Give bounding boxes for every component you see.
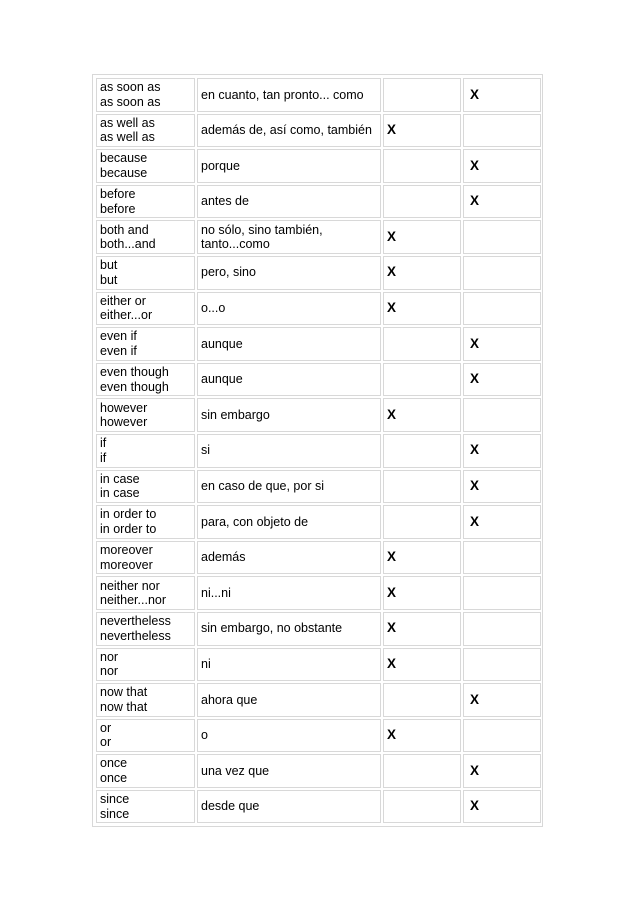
- english-cell: [96, 648, 195, 682]
- english-cell: [96, 754, 195, 788]
- english-pattern: before: [100, 201, 136, 216]
- english-pattern: neither...nor: [100, 593, 167, 608]
- spanish-translation-cell: o...o: [197, 292, 381, 326]
- spanish-translation-cell: además de, así como, también: [197, 114, 381, 148]
- mark-column-b-cell: [463, 790, 541, 824]
- english-cell: [96, 327, 195, 361]
- mark-column-a-cell: [383, 434, 461, 468]
- english-cell: [96, 114, 195, 148]
- english-pattern: even if: [100, 343, 137, 358]
- english-pattern: however: [100, 415, 148, 430]
- english-cell: [96, 683, 195, 717]
- mark-column-b-cell: [463, 398, 541, 432]
- english-cell: [96, 576, 195, 610]
- mark-column-b-cell: [463, 363, 541, 397]
- x-mark: X: [470, 762, 480, 778]
- english-pattern: even though: [100, 379, 169, 394]
- mark-column-a-cell: [383, 256, 461, 290]
- english-pattern: in case: [100, 486, 140, 501]
- english-pattern: since: [100, 806, 130, 821]
- english-pattern: or: [100, 735, 112, 750]
- x-mark: X: [387, 727, 397, 743]
- x-mark: X: [470, 335, 480, 351]
- spanish-translation-cell: antes de: [197, 185, 381, 219]
- mark-column-b-cell: [463, 78, 541, 112]
- english-term: or: [100, 720, 112, 735]
- mark-column-b-cell: [463, 114, 541, 148]
- table-row: [96, 398, 541, 432]
- mark-column-a-cell: [383, 220, 461, 254]
- mark-column-b-cell: [463, 434, 541, 468]
- english-term: even though: [100, 364, 169, 379]
- english-term: even if: [100, 329, 137, 344]
- x-mark: X: [470, 371, 480, 387]
- x-mark: X: [470, 86, 480, 102]
- x-mark: X: [387, 549, 397, 565]
- spanish-translation-cell: en caso de que, por si: [197, 470, 381, 504]
- english-term: once: [100, 756, 128, 771]
- english-pattern: nevertheless: [100, 628, 171, 643]
- mark-column-a-cell: [383, 683, 461, 717]
- mark-column-b-cell: [463, 220, 541, 254]
- mark-column-b-cell: [463, 505, 541, 539]
- spanish-translation-cell: ni...ni: [197, 576, 381, 610]
- spanish-translation-cell: aunque: [197, 363, 381, 397]
- english-term: now that: [100, 685, 148, 700]
- english-cell: [96, 612, 195, 646]
- table-body: [96, 78, 541, 823]
- x-mark: X: [470, 157, 480, 173]
- spanish-translation-cell: no sólo, sino también, tanto...como: [197, 220, 381, 254]
- english-term: as soon as: [100, 80, 161, 95]
- english-cell: [96, 398, 195, 432]
- table-row: [96, 256, 541, 290]
- spanish-translation-cell: en cuanto, tan pronto... como: [197, 78, 381, 112]
- english-cell: [96, 149, 195, 183]
- table-row: [96, 149, 541, 183]
- english-pattern: nor: [100, 664, 119, 679]
- english-cell: [96, 292, 195, 326]
- english-term: either or: [100, 293, 146, 308]
- mark-column-a-cell: [383, 327, 461, 361]
- x-mark: X: [470, 691, 480, 707]
- english-cell: [96, 220, 195, 254]
- english-term: before: [100, 186, 136, 201]
- mark-column-a-cell: [383, 648, 461, 682]
- x-mark: X: [387, 584, 397, 600]
- english-pattern: either...or: [100, 308, 153, 323]
- spanish-translation-cell: sin embargo, no obstante: [197, 612, 381, 646]
- mark-column-a-cell: [383, 149, 461, 183]
- spanish-translation-cell: o: [197, 719, 381, 753]
- x-mark: X: [387, 122, 397, 138]
- english-term: because: [100, 151, 148, 166]
- mark-column-b-cell: [463, 256, 541, 290]
- spanish-translation-cell: ahora que: [197, 683, 381, 717]
- x-mark: X: [387, 264, 397, 280]
- english-term: both and: [100, 222, 149, 237]
- mark-column-a-cell: [383, 576, 461, 610]
- mark-column-a-cell: [383, 185, 461, 219]
- mark-column-b-cell: [463, 292, 541, 326]
- spanish-translation-cell: porque: [197, 149, 381, 183]
- x-mark: X: [387, 406, 397, 422]
- table-row: [96, 790, 541, 824]
- table-row: [96, 434, 541, 468]
- table-row: [96, 220, 541, 254]
- mark-column-b-cell: [463, 612, 541, 646]
- mark-column-b-cell: [463, 541, 541, 575]
- x-mark: X: [470, 513, 480, 529]
- table-row: [96, 470, 541, 504]
- english-term: nevertheless: [100, 614, 171, 629]
- mark-column-b-cell: [463, 576, 541, 610]
- table-row: [96, 505, 541, 539]
- mark-column-a-cell: [383, 363, 461, 397]
- english-pattern: now that: [100, 699, 148, 714]
- english-term: however: [100, 400, 148, 415]
- mark-column-a-cell: [383, 114, 461, 148]
- english-term: neither nor: [100, 578, 160, 593]
- table-row: [96, 185, 541, 219]
- spanish-translation-cell: si: [197, 434, 381, 468]
- english-pattern: in order to: [100, 521, 157, 536]
- mark-column-b-cell: [463, 470, 541, 504]
- mark-column-a-cell: [383, 754, 461, 788]
- x-mark: X: [387, 300, 397, 316]
- english-term: in order to: [100, 507, 157, 522]
- english-term: since: [100, 792, 130, 807]
- english-cell: [96, 541, 195, 575]
- mark-column-b-cell: [463, 648, 541, 682]
- spanish-translation-cell: ni: [197, 648, 381, 682]
- mark-column-b-cell: [463, 149, 541, 183]
- table-row: [96, 648, 541, 682]
- english-pattern: as well as: [100, 130, 155, 145]
- english-term: in case: [100, 471, 140, 486]
- mark-column-a-cell: [383, 612, 461, 646]
- x-mark: X: [470, 193, 480, 209]
- conjunctions-table: [94, 76, 543, 825]
- table-row: [96, 292, 541, 326]
- english-cell: [96, 434, 195, 468]
- table-row: [96, 327, 541, 361]
- mark-column-b-cell: [463, 754, 541, 788]
- mark-column-a-cell: [383, 292, 461, 326]
- table-row: [96, 114, 541, 148]
- english-pattern: as soon as: [100, 94, 161, 109]
- mark-column-a-cell: [383, 470, 461, 504]
- spanish-translation-cell: una vez que: [197, 754, 381, 788]
- spanish-translation-cell: además: [197, 541, 381, 575]
- table-row: [96, 363, 541, 397]
- english-cell: [96, 505, 195, 539]
- english-cell: [96, 470, 195, 504]
- english-term: if: [100, 436, 107, 451]
- english-cell: [96, 78, 195, 112]
- mark-column-b-cell: [463, 327, 541, 361]
- mark-column-a-cell: [383, 505, 461, 539]
- english-pattern: but: [100, 272, 118, 287]
- spanish-translation-cell: sin embargo: [197, 398, 381, 432]
- english-pattern: once: [100, 771, 128, 786]
- mark-column-b-cell: [463, 719, 541, 753]
- table-row: [96, 576, 541, 610]
- english-pattern: if: [100, 450, 107, 465]
- spanish-translation-cell: pero, sino: [197, 256, 381, 290]
- mark-column-a-cell: [383, 719, 461, 753]
- x-mark: X: [387, 228, 397, 244]
- english-term: moreover: [100, 542, 153, 557]
- x-mark: X: [470, 478, 480, 494]
- spanish-translation-cell: aunque: [197, 327, 381, 361]
- mark-column-b-cell: [463, 683, 541, 717]
- x-mark: X: [470, 798, 480, 814]
- mark-column-a-cell: [383, 78, 461, 112]
- mark-column-a-cell: [383, 790, 461, 824]
- english-cell: [96, 256, 195, 290]
- x-mark: X: [387, 620, 397, 636]
- conjunctions-table-frame: [92, 74, 543, 827]
- english-term: nor: [100, 649, 119, 664]
- english-term: as well as: [100, 115, 155, 130]
- table-row: [96, 683, 541, 717]
- english-cell: [96, 185, 195, 219]
- english-cell: [96, 363, 195, 397]
- x-mark: X: [470, 442, 480, 458]
- english-pattern: both...and: [100, 237, 156, 252]
- mark-column-a-cell: [383, 398, 461, 432]
- table-row: [96, 612, 541, 646]
- english-pattern: moreover: [100, 557, 153, 572]
- table-row: [96, 719, 541, 753]
- mark-column-b-cell: [463, 185, 541, 219]
- mark-column-a-cell: [383, 541, 461, 575]
- english-cell: [96, 790, 195, 824]
- table-row: [96, 541, 541, 575]
- table-row: [96, 78, 541, 112]
- spanish-translation-cell: para, con objeto de: [197, 505, 381, 539]
- table-row: [96, 754, 541, 788]
- english-pattern: because: [100, 165, 148, 180]
- english-term: but: [100, 258, 118, 273]
- english-cell: [96, 719, 195, 753]
- spanish-translation-cell: desde que: [197, 790, 381, 824]
- x-mark: X: [387, 656, 397, 671]
